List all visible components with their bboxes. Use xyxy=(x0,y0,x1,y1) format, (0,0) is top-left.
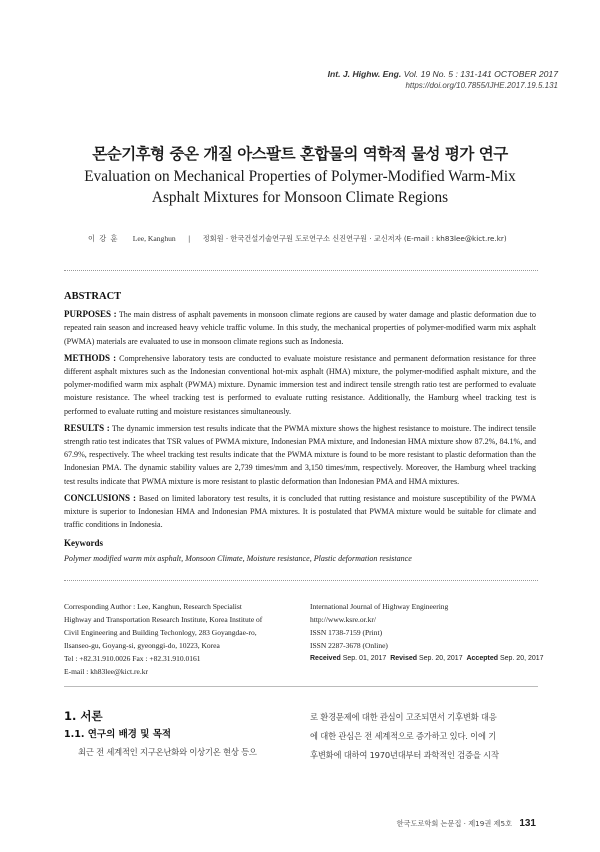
title-english-line2: Asphalt Mixtures for Monsoon Climate Regions xyxy=(151,189,449,206)
journal-url[interactable]: http://www.ksre.or.kr/ xyxy=(310,615,376,624)
abstract-label: CONCLUSIONS : xyxy=(64,492,137,503)
issn-print: ISSN 1738-7159 (Print) xyxy=(310,628,383,637)
subsection-heading: 1.1. 연구의 배경 및 목적 xyxy=(64,729,172,740)
doi-link[interactable]: https://doi.org/10.7855/IJHE.2017.19.5.131 xyxy=(405,81,558,90)
title-korean: 몬순기후형 중온 개질 아스팔트 혼합물의 역학적 물성 평가 연구 xyxy=(92,145,508,163)
abstract-label: RESULTS : xyxy=(64,422,110,433)
body-line: 로 환경문제에 대한 관심이 고조되면서 기후변화 대응 xyxy=(310,712,497,722)
article-dates xyxy=(310,652,550,665)
author-separator: | xyxy=(188,234,191,243)
journal-name: International Journal of Highway Engineering xyxy=(310,602,449,611)
keywords-text: Polymer modified warm mix asphalt, Monsoon Climate, Moisture resistance, Plastic deformation resistance xyxy=(64,553,412,563)
corresponding-line: Tel : +82.31.910.0026 Fax : +82.31.910.0161 xyxy=(64,654,201,663)
section-heading: 1. 서론 xyxy=(64,709,103,723)
page-footer xyxy=(397,818,536,829)
body-text-left: 최근 전 세계적인 지구온난화와 이상기온 현상 등으 xyxy=(78,747,257,757)
journal-citation: Vol. 19 No. 5 : 131-141 OCTOBER 2017 xyxy=(403,69,558,79)
abstract-text: Based on limited laboratory test results, it is concluded that rutting resistance and moisture susceptibility of the PWMA mixture is superior to Indonesian HMA and Indonesian PMA mixtures. It is postulated that PWMA mixture would be suitable for climate and traffic conditions in Indonesia. xyxy=(64,493,537,530)
corresponding-author-block xyxy=(64,600,299,678)
title-english xyxy=(60,166,540,208)
divider-top xyxy=(64,270,538,271)
journal-info-block xyxy=(310,600,550,665)
author-name-english: Lee, Kanghun xyxy=(132,234,176,243)
body-text-right xyxy=(310,708,538,765)
body-line: 후변화에 대하여 1970년대부터 과학적인 검증을 시작 xyxy=(310,750,499,760)
revised-date: Sep. 20, 2017 xyxy=(419,655,463,662)
abstract-methods xyxy=(64,352,536,418)
abstract-conclusions xyxy=(64,492,536,532)
accepted-label: Accepted xyxy=(466,655,498,662)
corresponding-email: E-mail : kh83lee@kict.re.kr xyxy=(64,667,148,676)
abstract-text: The dynamic immersion test results indicate that the PWMA mixture shows the highest resistance to moisture. The indirect tensile strength ratio test indicates that TSR values of PWMA mixture, Indonesian PMA mixture, and Indonesian HMA mixture show 87.2%, 84.1%, and 67.9%, respectively. The wheel tracking test results indicate that the PWMA mixture is found to be more resistant to plastic deformation than the Indonesian PMA. The dynamic stability values are 2,739 times/mm and 3,150 times/mm, respectively. Moreover, the Hamburg wheel tracking test results indicate that PWMA mixture is more resistant to plastic deformation than Indonesian PMA and HMA mixtures. xyxy=(64,423,536,486)
page-number: 131 xyxy=(519,818,536,829)
abstract-heading: ABSTRACT xyxy=(64,291,122,302)
journal-header xyxy=(328,68,558,91)
body-line: 에 대한 관심은 전 세계적으로 증가하고 있다. 이에 기 xyxy=(310,731,497,741)
abstract-text: The main distress of asphalt pavements in monsoon climate regions are caused by water damage and plastic deformation due to repeated rain season and increased heavy vehicle traffic volume. In this study, the mechanical properties of polymer-modified warm mix asphalt (PWMA) materials are evaluated to use in monsoon climate regions such as Indonesia. xyxy=(64,310,536,346)
title-english-line1: Evaluation on Mechanical Properties of Polymer-Modified Warm-Mix xyxy=(84,168,516,185)
author-affiliation: 정회원 · 한국건설기술연구원 도로연구소 신진연구원 · 교신저자 (E-mail : kh83lee@kict.re.kr) xyxy=(202,234,507,243)
keywords-heading: Keywords xyxy=(64,538,103,549)
abstract-text: Comprehensive laboratory tests are conducted to evaluate moisture resistance and permanent deformation resistance for three different asphalt mixtures such as the Indonesian conventional hot-mix asphalt (HMA) mixture, the polymer-modified asphalt mixture, and the polymer-modified warm mix asphalt (PWMA) mixture. Dynamic immersion test and indirect tensile strength ratio test are performed to evaluate moisture resistance. The wheel tracking test is performed to evaluate rutting resistance. Additionally, the Hamburg wheel tracking test is performed to evaluate rutting and moisture resistances simultaneously. xyxy=(64,353,536,416)
abstract-label: METHODS : xyxy=(64,352,117,363)
journal-citation-line xyxy=(328,68,558,80)
journal-abbrev: Int. J. Highw. Eng. xyxy=(327,69,402,79)
issn-online: ISSN 2287-3678 (Online) xyxy=(310,641,388,650)
divider-middle xyxy=(64,580,538,581)
accepted-date: Sep. 20, 2017 xyxy=(499,655,544,662)
abstract-purposes xyxy=(64,308,536,348)
corresponding-line: Corresponding Author : Lee, Kanghun, Research Specialist xyxy=(64,602,242,611)
abstract-block xyxy=(64,290,536,565)
footer-journal: 한국도로학회 논문집 · 제19권 제5호 xyxy=(396,819,513,828)
revised-label: Revised xyxy=(390,655,418,662)
author-line xyxy=(88,234,507,244)
received-date: Sep. 01, 2017 xyxy=(342,655,387,662)
received-label: Received xyxy=(310,655,341,662)
corresponding-line: Ilsanseo-gu, Goyang-si, gyeonggi-do, 10223, Korea xyxy=(64,641,220,650)
author-name-korean: 이 강 훈 xyxy=(88,234,119,243)
abstract-results xyxy=(64,422,536,488)
abstract-label: PURPOSES : xyxy=(64,309,117,320)
corresponding-line: Highway and Transportation Research Institute, Korea Institute of xyxy=(64,615,263,624)
corresponding-line: Civil Engineering and Building Techonlogy, 283 Goyangdae-ro, xyxy=(64,628,257,637)
divider-bottom xyxy=(64,686,538,687)
